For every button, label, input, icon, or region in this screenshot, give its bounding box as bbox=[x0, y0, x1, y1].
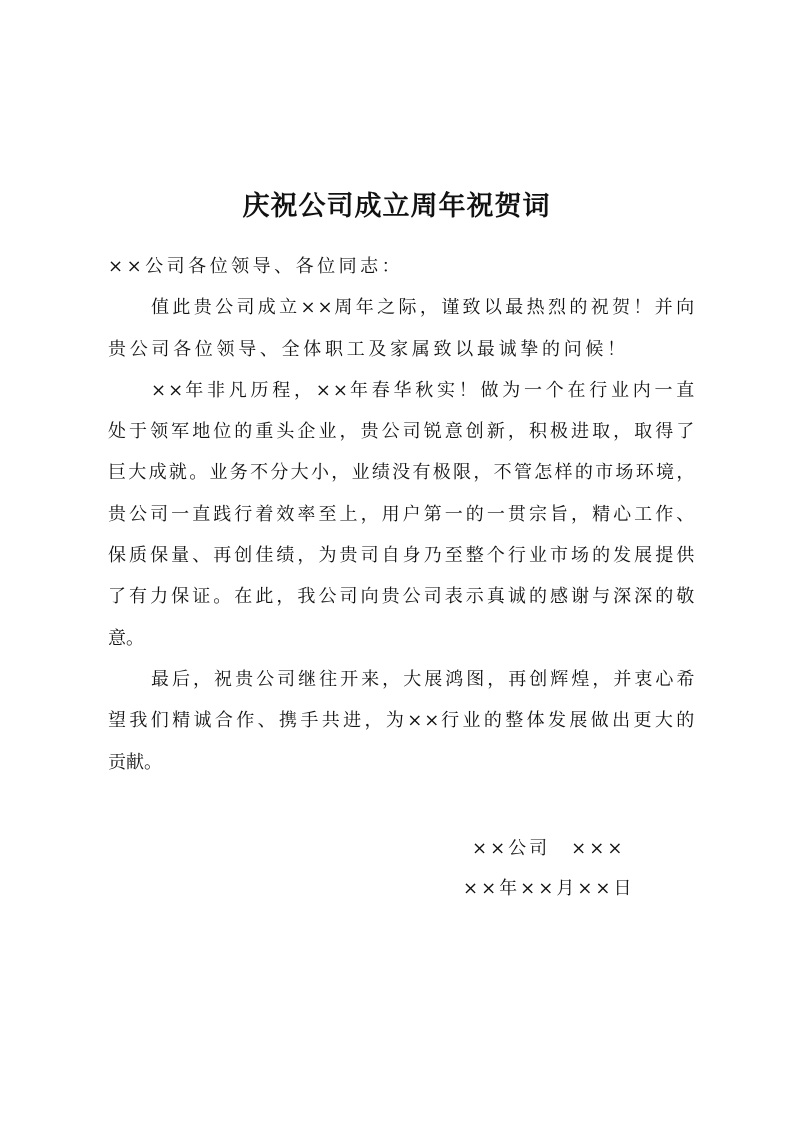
paragraph-2-line: 巨 大 成 就 。 业 务 不 分 大 小 ， 业 绩 没 有 极 限 ， 不 管 怎 样 的 市 场 环 境 ， bbox=[108, 462, 695, 484]
paragraph-2-line: × × 年 非 凡 历 程 ， × × 年 春 华 秋 实 ！ 做 为 一 个 在 行 业 内 一 直 bbox=[151, 379, 695, 401]
paragraph-1-line: 贵公司各位领导、全体职工及家属致以最诚挚的问候！ bbox=[108, 338, 629, 360]
salutation: ××公司各位领导、各位同志： bbox=[108, 256, 404, 277]
paragraph-2-line: 了 有 力 保 证 。 在 此 ， 我 公 司 向 贵 公 司 表 示 真 诚 的 感 谢 与 深 深 的 敬 bbox=[108, 586, 695, 608]
paragraph-1-line: 值 此 贵 公 司 成 立 × × 周 年 之 际 ， 谨 致 以 最 热 烈 的 祝 贺 ！ 并 向 bbox=[151, 297, 695, 319]
paragraph-3-line: 贡献。 bbox=[108, 751, 162, 773]
paragraph-3-line: 望 我 们 精 诚 合 作 、 携 手 共 进 ， 为 × × 行 业 的 整 体 发 展 做 出 更 大 的 bbox=[108, 710, 695, 732]
signature-date: ××年××月××日 bbox=[463, 878, 635, 899]
paragraph-2-line: 贵 公 司 一 直 践 行 着 效 率 至 上 ， 用 户 第 一 的 一 贯 宗 旨 ， 精 心 工 作 、 bbox=[108, 503, 695, 525]
paragraph-2-line: 保 质 保 量 、 再 创 佳 绩 ， 为 贵 司 自 身 乃 至 整 个 行 业 市 场 的 发 展 提 供 bbox=[108, 545, 695, 567]
signature-company: ××公司 ××× bbox=[472, 838, 626, 859]
paragraph-2-line: 处 于 领 军 地 位 的 重 头 企 业 ， 贵 公 司 锐 意 创 新 ， 积 极 进 取 ， 取 得 了 bbox=[108, 421, 695, 443]
letter-body bbox=[108, 252, 694, 789]
document-title: 庆祝公司成立周年祝贺词 bbox=[242, 191, 551, 222]
paragraph-2-line: 意。 bbox=[108, 627, 144, 649]
paragraph-3-line: 最 后 ， 祝 贵 公 司 继 往 开 来 ， 大 展 鸿 图 ， 再 创 辉 煌 ， 并 衷 心 希 bbox=[151, 668, 695, 690]
